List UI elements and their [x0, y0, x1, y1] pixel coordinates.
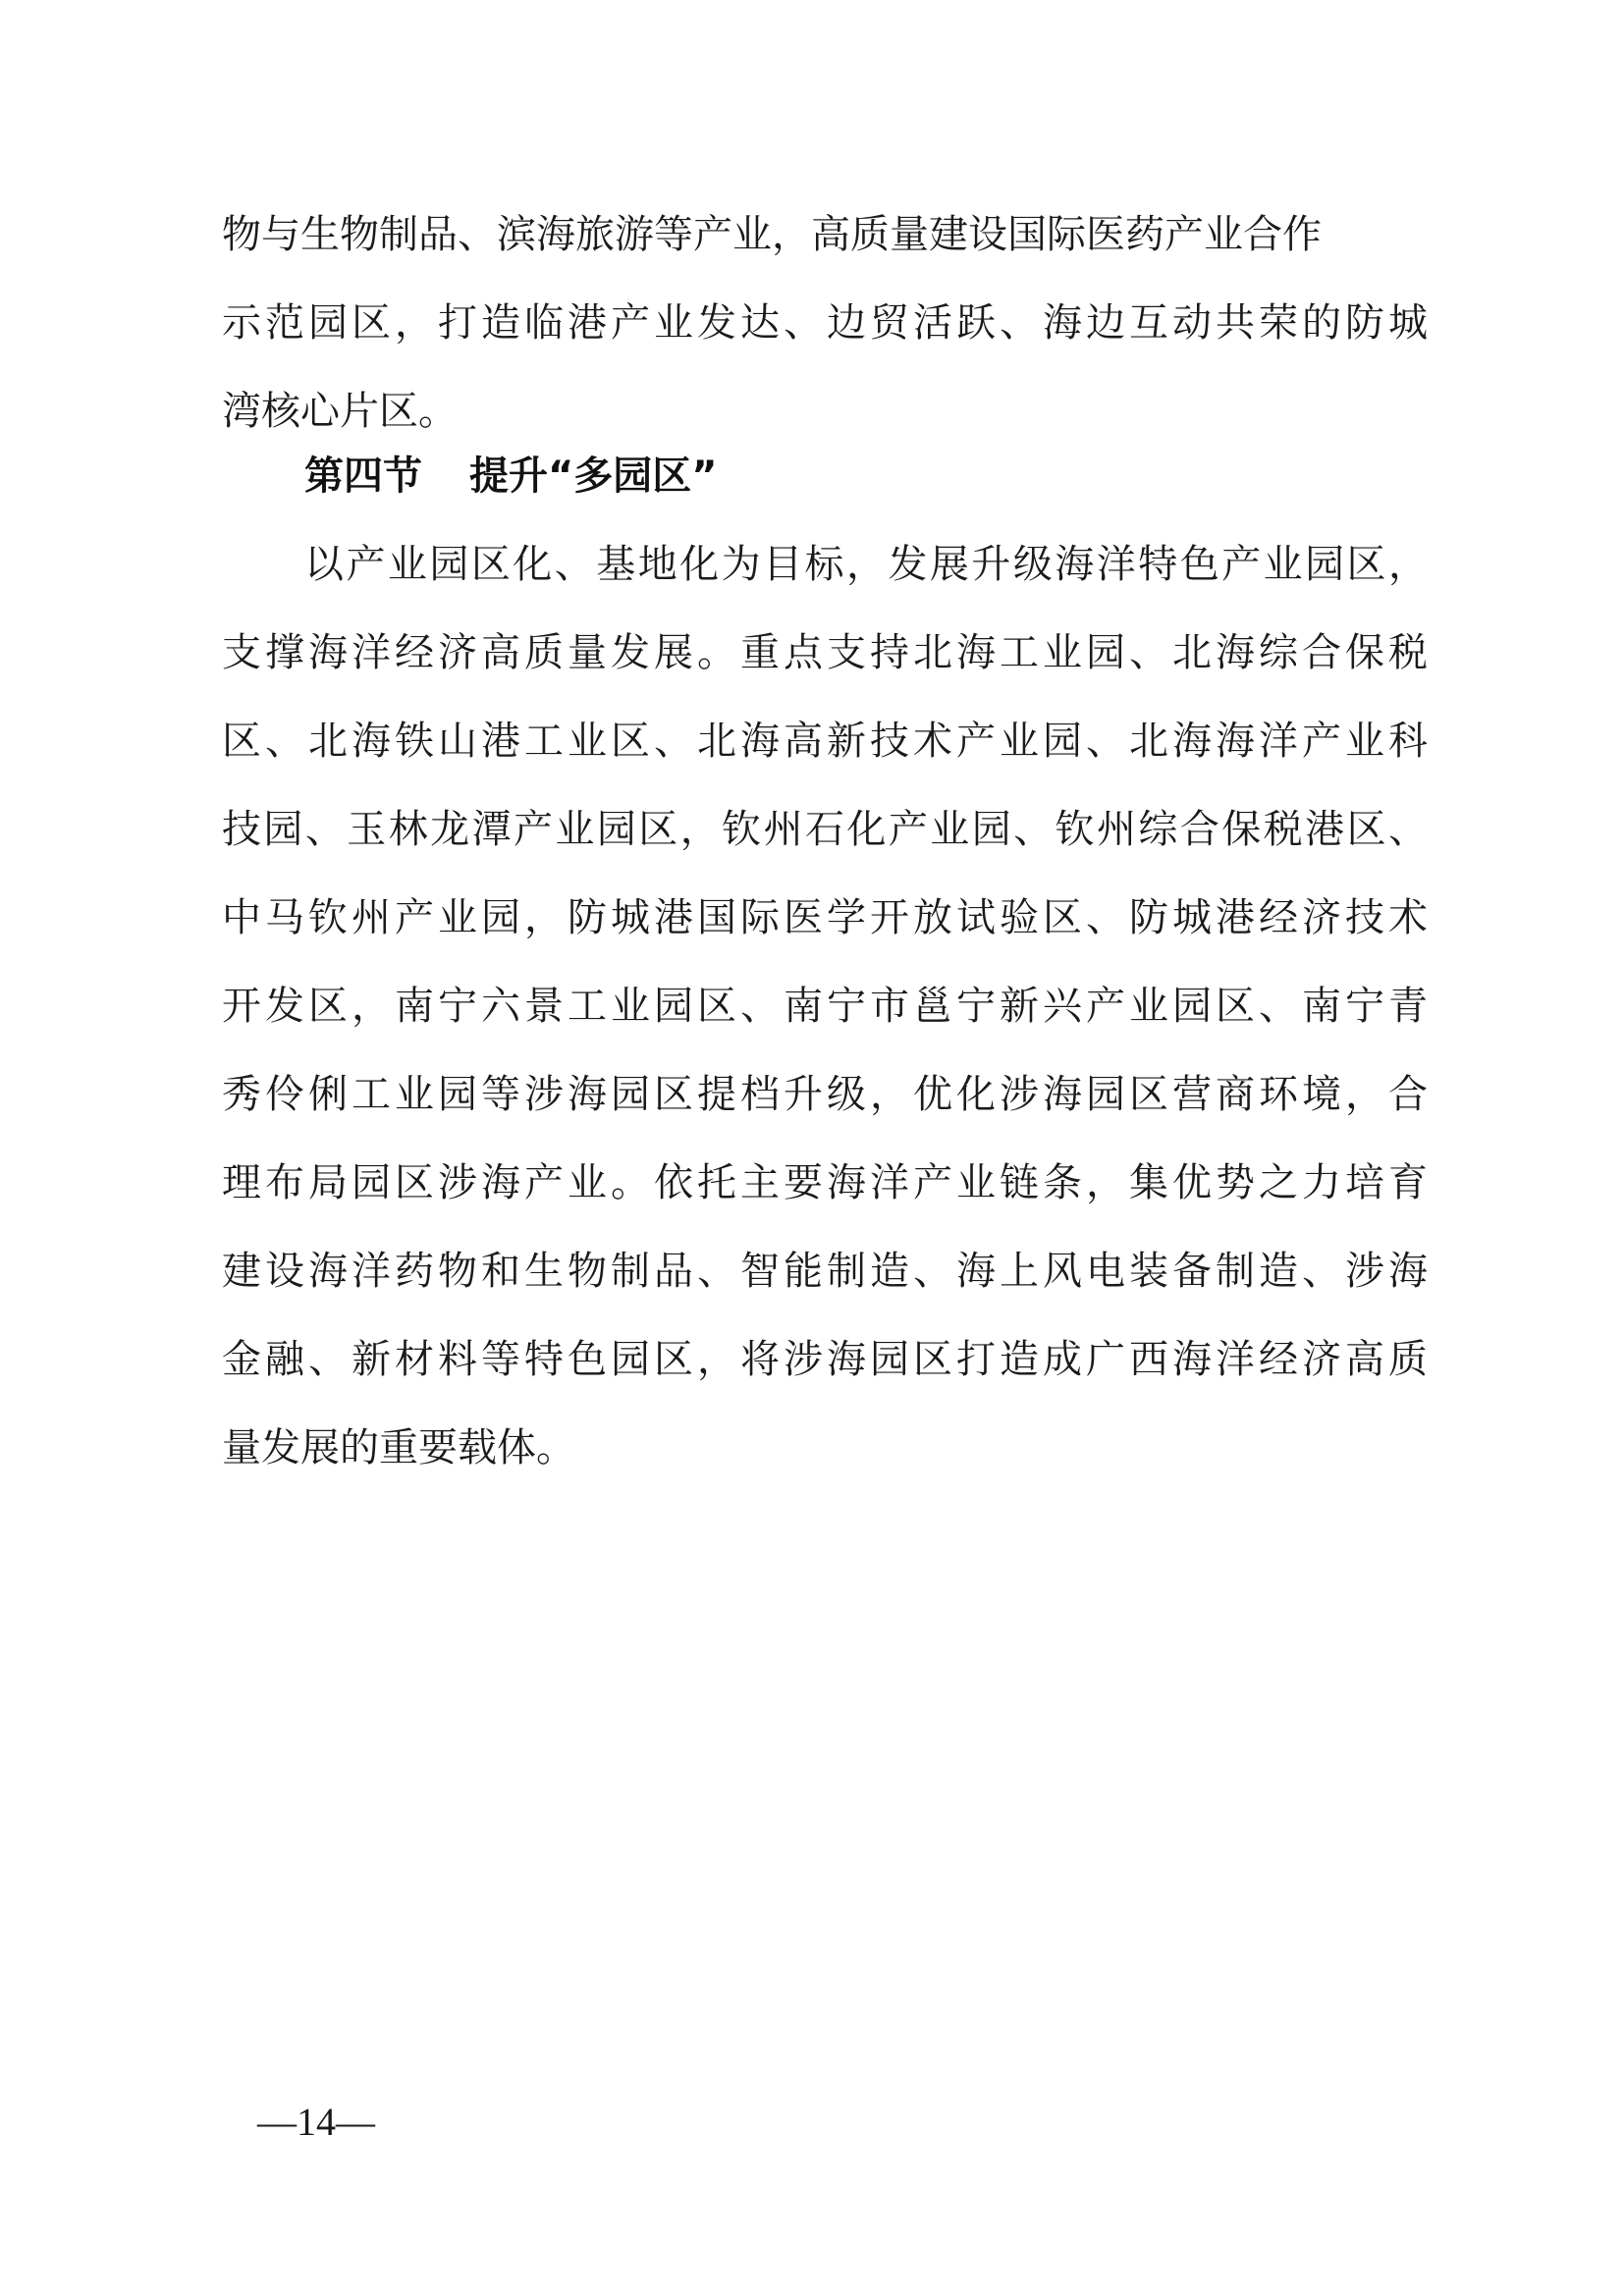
section-title: 提升“多园区”: [469, 454, 718, 499]
paragraph-line: 建设海洋药物和生物制品、智能制造、海上风电装备制造、涉海: [222, 1249, 1428, 1294]
paragraph-line: 支撑海洋经济高质量发展。重点支持北海工业园、北海综合保税: [222, 630, 1428, 675]
paragraph-line: 以产业园区化、基地化为目标，发展升级海洋特色产业园区，: [304, 542, 1428, 587]
paragraph-line: 秀伶俐工业园等涉海园区提档升级，优化涉海园区营商环境，合: [222, 1072, 1428, 1117]
paragraph-line: 理布局园区涉海产业。依托主要海洋产业链条，集优势之力培育: [222, 1160, 1428, 1205]
page-number: —14—: [257, 2100, 375, 2144]
paragraph-line: 湾核心片区。: [222, 389, 458, 434]
paragraph-line: 技园、玉林龙潭产业园区，钦州石化产业园、钦州综合保税港区、: [222, 807, 1428, 852]
paragraph-line: 开发区，南宁六景工业园区、南宁市邕宁新兴产业园区、南宁青: [222, 984, 1428, 1029]
paragraph-line: 金融、新材料等特色园区，将涉海园区打造成广西海洋经济高质: [222, 1337, 1428, 1382]
paragraph-line: 物与生物制品、滨海旅游等产业，高质量建设国际医药产业合作: [222, 212, 1322, 257]
section-number: 第四节: [304, 454, 422, 499]
section-heading: [304, 454, 718, 499]
paragraph-line: 中马钦州产业园，防城港国际医学开放试验区、防城港经济技术: [222, 895, 1428, 940]
paragraph-line: 示范园区，打造临港产业发达、边贸活跃、海边互动共荣的防城: [222, 300, 1428, 346]
paragraph-line: 区、北海铁山港工业区、北海高新技术产业园、北海海洋产业科: [222, 719, 1428, 764]
paragraph-line: 量发展的重要载体。: [222, 1425, 575, 1470]
